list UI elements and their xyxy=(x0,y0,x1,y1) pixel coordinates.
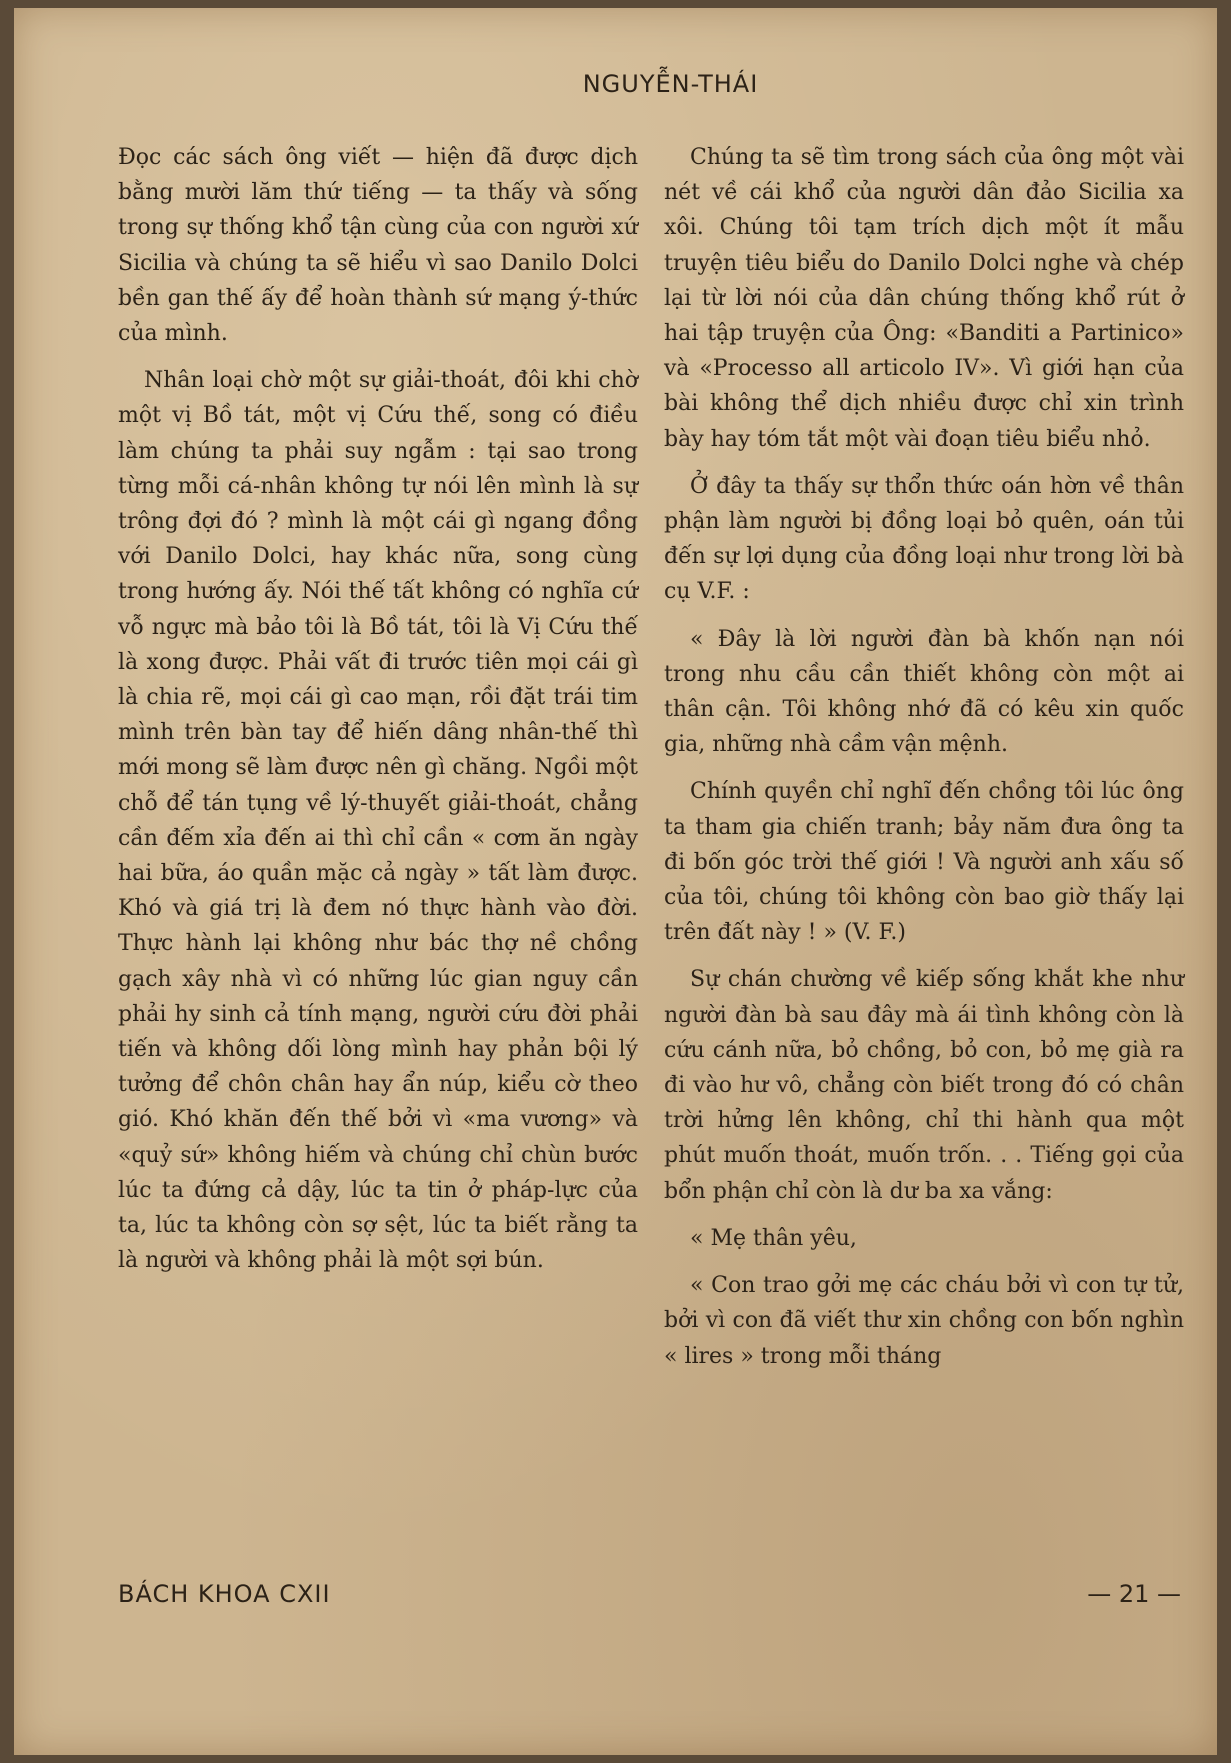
left-column xyxy=(118,140,638,1291)
letter-paragraph: « Con trao gởi mẹ các cháu bởi vì con tự tử, bởi vì con đã viết thư xin chồng con bốn nghìn « lires » trong mỗi tháng xyxy=(664,1273,1184,1369)
document-page xyxy=(14,8,1217,1755)
right-column xyxy=(664,140,1184,1386)
letter-salutation: « Mẹ thân yêu, xyxy=(690,1225,857,1251)
paragraph: Ở đây ta thấy sự thổn thức oán hờn về thân phận làm người bị đồng loại bỏ quên, oán tủi đến sự lợi dụng của đồng loại như trong lời bà cụ V.F. : xyxy=(664,473,1184,605)
quote-paragraph: « Đây là lời người đàn bà khốn nạn nói trong nhu cầu cần thiết không còn một ai thân cận. Tôi không nhớ đã có kêu xin quốc gia, những nhà cầm vận mệnh. xyxy=(664,626,1184,758)
paragraph: Chúng ta sẽ tìm trong sách của ông một vài nét về cái khổ của người dân đảo Sicilia xa xôi. Chúng tôi tạm trích dịch một ít mẫu truyện tiêu biểu do Danilo Dolci nghe và chép lại từ lời nói của dân chúng thống khổ rút ở hai tập truyện của Ông: «Banditi a Partinico» và «Processo all articolo IV». Vì giới hạn của bài không thể dịch nhiều được chỉ xin trình bày hay tóm tắt một vài đoạn tiêu biểu nhỏ. xyxy=(664,145,1184,452)
paragraph: Sự chán chường về kiếp sống khắt khe như người đàn bà sau đây mà ái tình không còn là cứu cánh nữa, bỏ chồng, bỏ con, bỏ mẹ già ra đi vào hư vô, chẳng còn biết trong đó có chân trời hửng lên không, chỉ thi hành qua một phút muốn thoát, muốn trốn. . . Tiếng gọi của bổn phận chỉ còn là dư ba xa vắng: xyxy=(664,967,1184,1204)
page-number: — 21 — xyxy=(1087,1580,1181,1608)
paragraph: Đọc các sách ông viết — hiện đã được dịch bằng mười lăm thứ tiếng — ta thấy và sống trong sự thống khổ tận cùng của con người xứ Sicilia và chúng ta sẽ hiểu vì sao Danilo Dolci bền gan thế ấy để hoàn thành sứ mạng ý-thức của mình. xyxy=(118,145,638,347)
quote-paragraph: Chính quyền chỉ nghĩ đến chồng tôi lúc ông ta tham gia chiến tranh; bảy năm đưa ông ta đi bốn góc trời thế giới ! Và người anh xấu số của tôi, chúng tôi không còn bao giờ thấy lại trên đất này ! » (V. F.) xyxy=(664,779,1184,946)
author-header: NGUYỄN-THÁI xyxy=(582,70,759,98)
magazine-title: BÁCH KHOA CXII xyxy=(118,1580,331,1608)
paragraph: Nhân loại chờ một sự giải-thoát, đôi khi chờ một vị Bồ tát, một vị Cứu thế, song có điều làm chúng ta phải suy ngẫm : tại sao trong từng mỗi cá-nhân không tự nói lên mình là sự trông đợi đó ? mình là một cái gì ngang đồng với Danilo Dolci, hay khác nữa, song cùng trong hướng ấy. Nói thế tất không có nghĩa cứ vỗ ngực mà bảo tôi là Bồ tát, tôi là Vị Cứu thế là xong được. Phải vất đi trước tiên mọi cái gì là chia rẽ, mọi cái gì cao mạn, rồi đặt trái tim mình trên bàn tay để hiến dâng nhân-thế thì mới mong sẽ làm được nên gì chăng. Ngồi một chỗ để tán tụng về lý-thuyết giải-thoát, chẳng cần đếm xỉa đến ai thì chỉ cần « cơm ăn ngày hai bữa, áo quần mặc cả ngày » tất làm được. Khó và giá trị là đem nó thực hành vào đời. Thực hành lại không như bác thợ nề chồng gạch xây nhà vì có những lúc gian nguy cần phải hy sinh cả tính mạng, người cứu đời phải tiến và không dối lòng mình hay phản bội lý tưởng để chôn chân hay ẩn núp, kiểu cờ theo gió. Khó khăn đến thế bởi vì «ma vương» và «quỷ sứ» không hiếm và chúng chỉ chùn bước lúc ta đứng cả dậy, lúc ta tin ở pháp-lực của ta, lúc ta không còn sợ sệt, lúc ta biết rằng ta là người và không phải là một sợi bún. xyxy=(118,368,638,1274)
